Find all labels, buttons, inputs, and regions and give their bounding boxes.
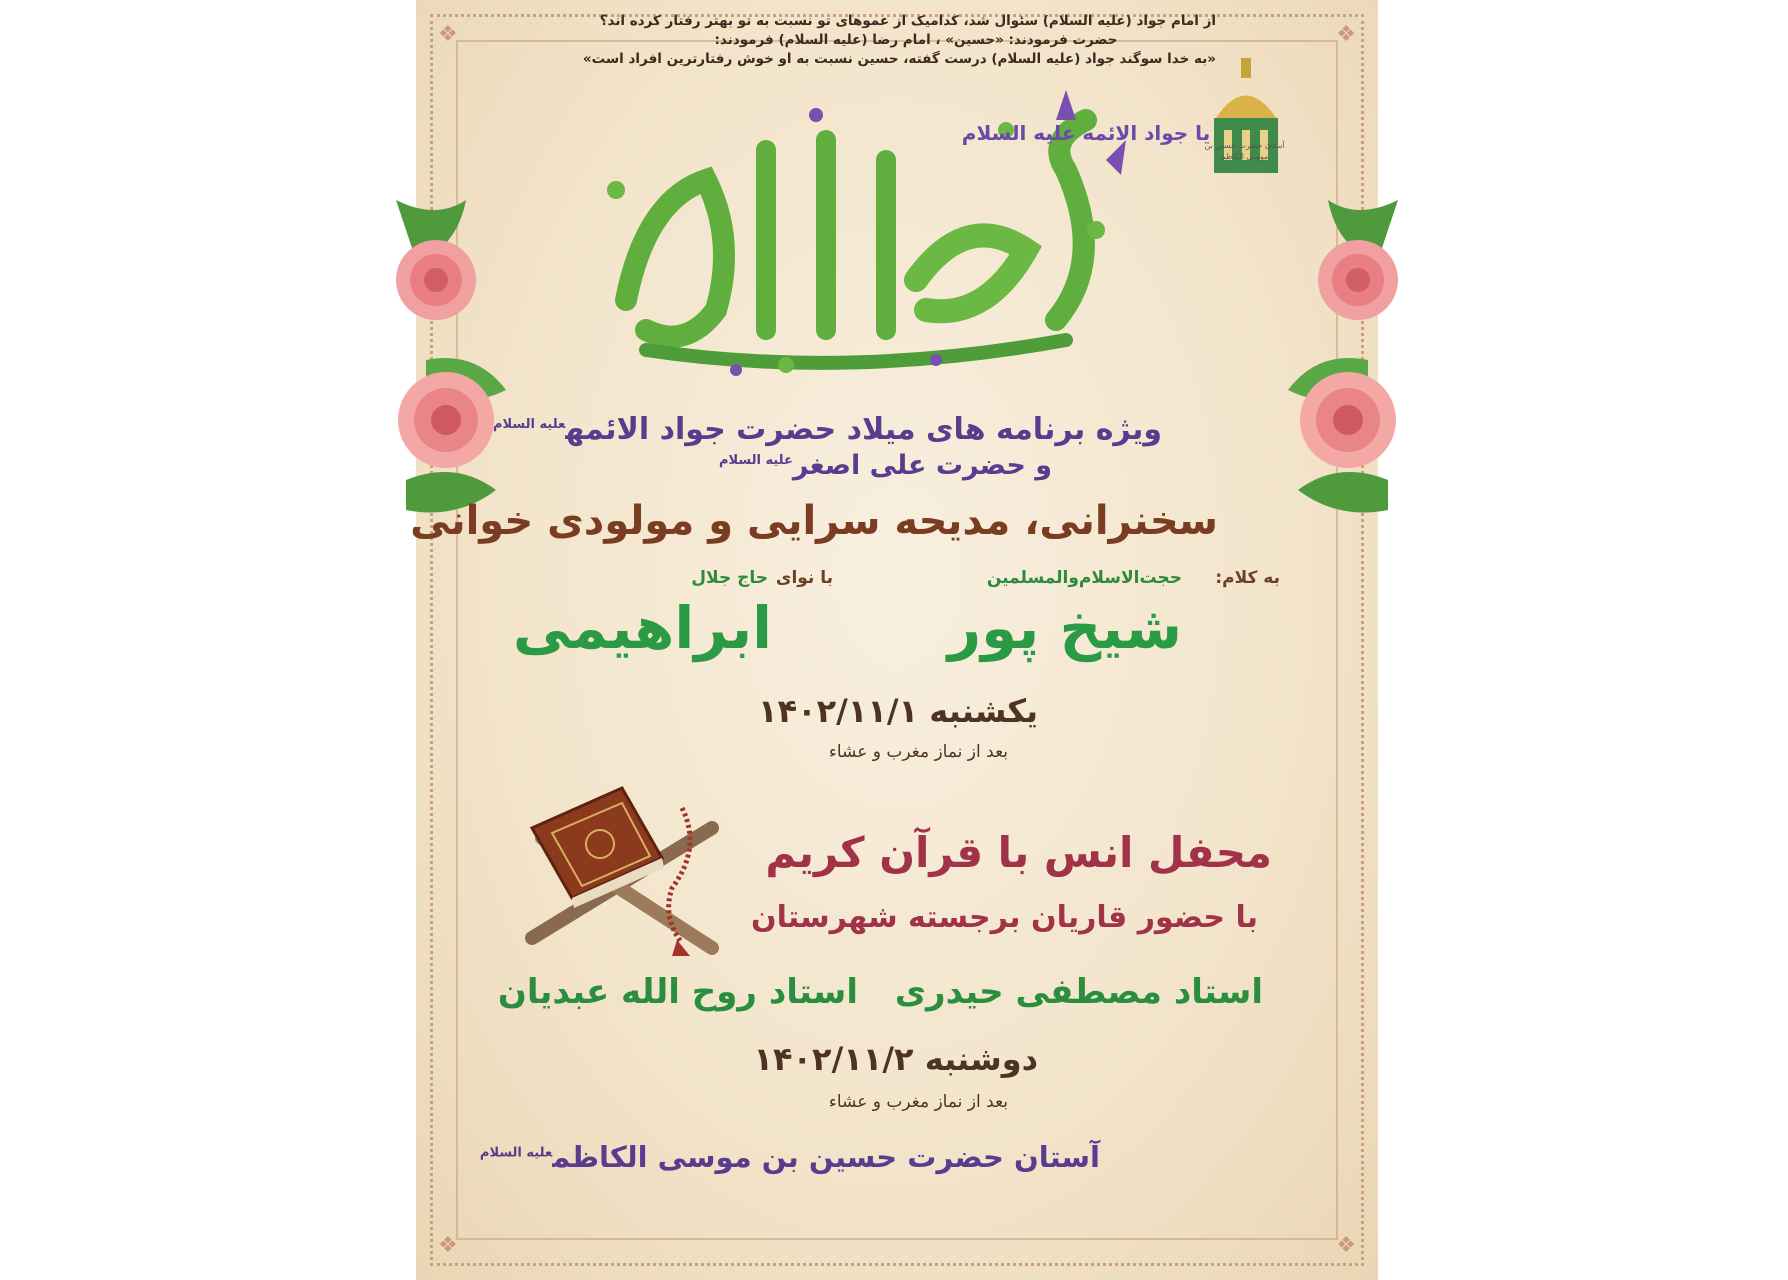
singer-label: با نوای xyxy=(775,568,833,588)
event-headline: سخنرانی، مدیحه سرایی و مولودی خوانی xyxy=(410,498,1218,544)
rose-bouquet-left-icon xyxy=(396,160,526,540)
shrine-name xyxy=(480,1140,1100,1174)
speaker-title: حجت‌الاسلام‌والمسلمین xyxy=(986,568,1182,588)
corner-ornament-icon: ❖ xyxy=(1336,22,1356,47)
quran-session-title: محفل انس با قرآن کریم xyxy=(765,828,1272,877)
speaker-label: به کلام: xyxy=(1215,568,1280,588)
program-title-line1 xyxy=(493,412,1162,447)
honorific-1: علیه السلام xyxy=(493,417,566,432)
quran-book-icon xyxy=(512,768,742,958)
corner-ornament-icon: ❖ xyxy=(1336,1233,1356,1258)
shrine-name-text: آستان حضرت حسین بن موسی الکاظم xyxy=(552,1140,1100,1174)
logo-caption: آستان حضرت حسین بن موسی الکاظم xyxy=(1204,141,1285,161)
ya-javad-calligraphy xyxy=(586,80,1211,380)
hadith-text xyxy=(582,12,1216,69)
quran-session-subtitle: با حضور قاریان برجسته شهرستان xyxy=(751,900,1258,935)
honorific-2: علیه السلام xyxy=(718,453,793,468)
hadith-line-1: از امام جواد (علیه السلام) سئوال شد، کدامیک از عموهای تو نسبت به تو بهتر رفتار کرده اند؟ xyxy=(599,13,1216,29)
corner-ornament-icon: ❖ xyxy=(438,22,458,47)
rose-bouquet-right-icon xyxy=(1268,160,1398,540)
program-line1-text: ویژه برنامه های میلاد حضرت جواد الائمه xyxy=(565,412,1162,447)
event2-date: دوشنبه ۱۴۰۲/۱۱/۲ xyxy=(753,1040,1038,1078)
honorific-3: علیه السلام xyxy=(479,1145,553,1161)
teacher-name-1: استاد مصطفی حیدری xyxy=(894,972,1263,1012)
event2-time: بعد از نماز مغرب و عشاء xyxy=(828,1092,1008,1112)
corner-ornament-icon: ❖ xyxy=(438,1233,458,1258)
program-title-line2 xyxy=(719,450,1052,481)
hadith-line-2: حضرت فرمودند: «حسین» ، امام رضا (علیه السلام) فرمودند: xyxy=(714,32,1118,48)
singer-name: ابراهیمی xyxy=(512,594,772,662)
hadith-line-3: «به خدا سوگند جواد (علیه السلام) درست گفته، حسین نسبت به او خوش رفتارترین افراد است» xyxy=(582,51,1216,67)
event1-time: بعد از نماز مغرب و عشاء xyxy=(828,742,1008,762)
singer-title: حاج جلال xyxy=(691,568,768,588)
teacher-name-2: استاد روح الله عبدیان xyxy=(497,972,858,1012)
speaker-name: شیخ پور xyxy=(947,594,1182,662)
poster xyxy=(410,0,1378,1280)
shrine-logo-icon xyxy=(1206,58,1286,208)
calligraphy-label: یا جواد الائمه علیه السلام xyxy=(961,121,1211,145)
program-line2-text: و حضرت علی اصغر xyxy=(792,450,1052,481)
event1-date: یکشنبه ۱۴۰۲/۱۱/۱ xyxy=(758,692,1038,730)
